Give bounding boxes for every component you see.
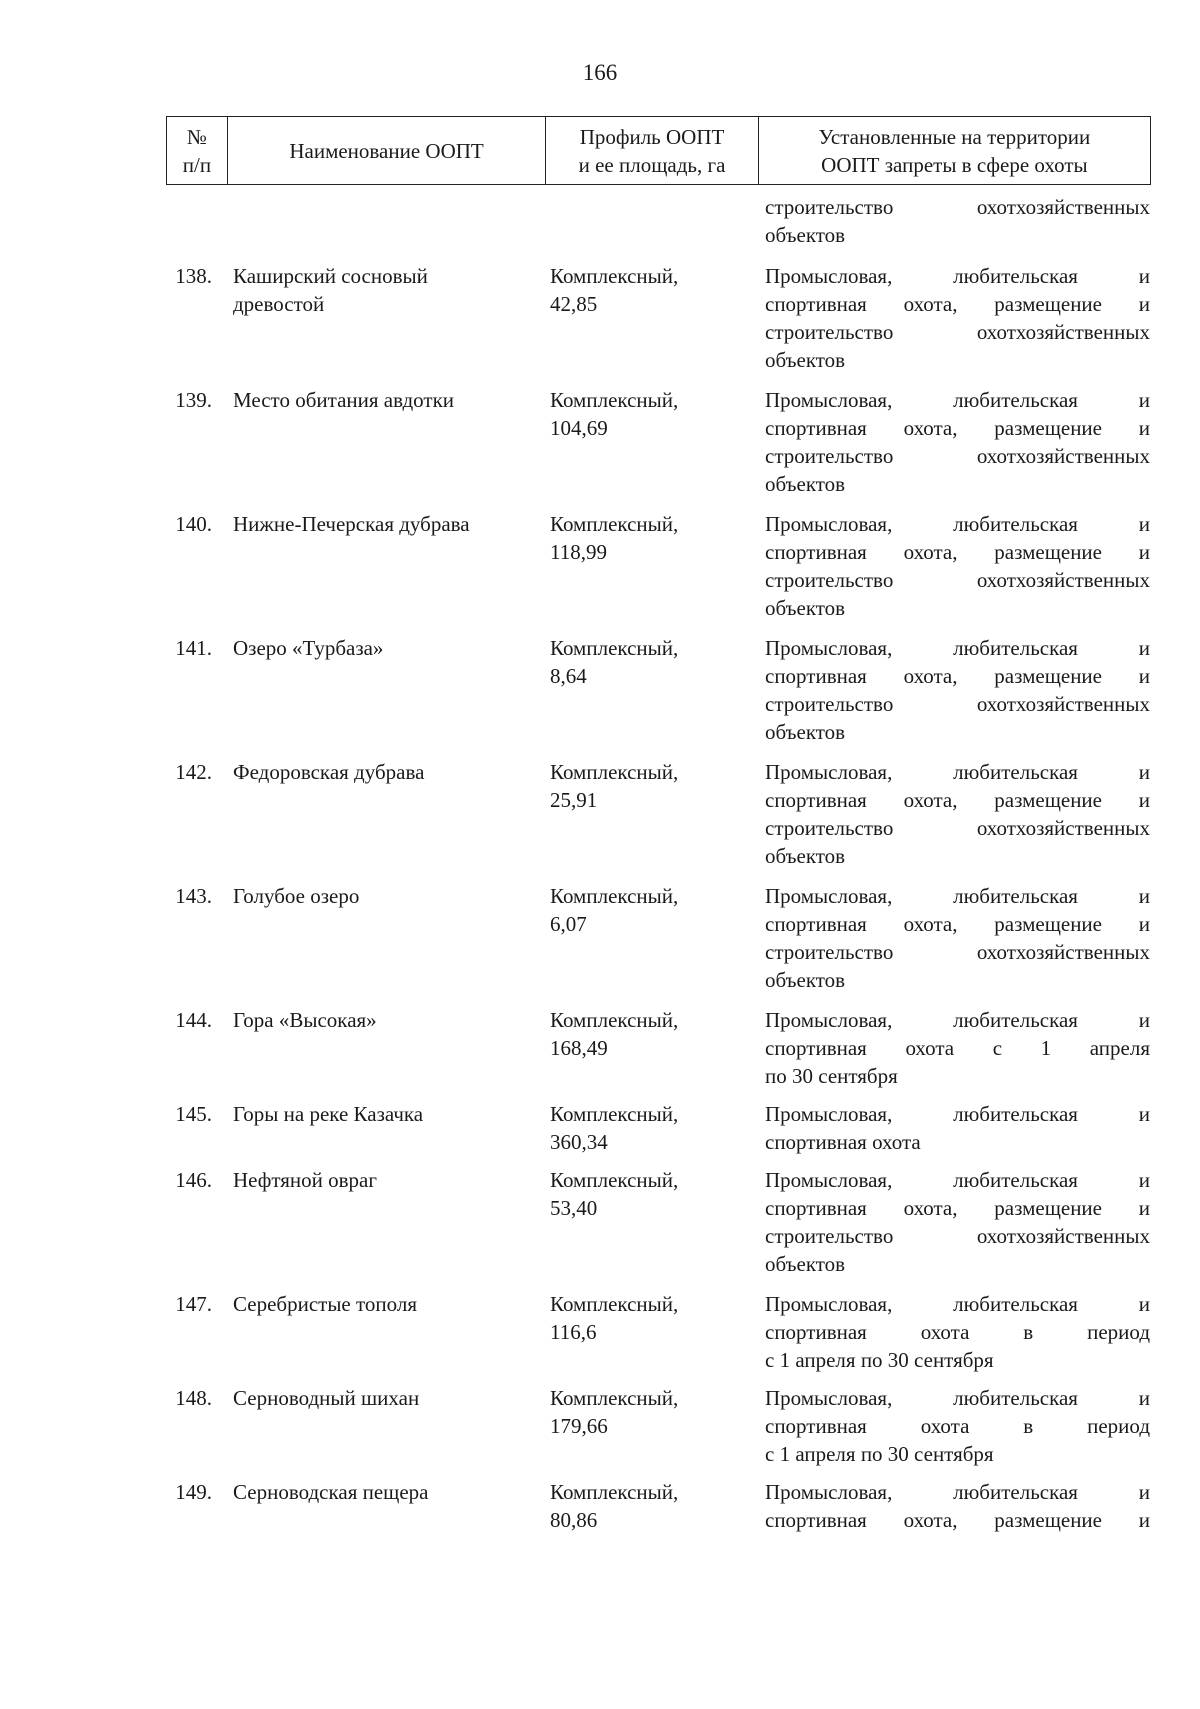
name-line: Федоровская дубрава: [233, 760, 425, 784]
row-number: 139.: [175, 388, 212, 412]
name-line: Голубое озеро: [233, 884, 360, 908]
bans-line: строительство охотхозяйственных: [765, 568, 1150, 592]
row-profile-cell: [550, 758, 750, 814]
bans-line: строительство охотхозяйственных: [765, 692, 1150, 716]
bans-line: Промысловая, любительская и: [765, 512, 1150, 536]
name-line: Серноводный шихан: [233, 1386, 420, 1410]
row-number: 144.: [175, 1008, 212, 1032]
row-name-cell: [233, 634, 533, 662]
row-profile-cell: [550, 386, 750, 442]
bans-line: с 1 апреля по 30 сентября: [765, 1348, 994, 1372]
profile-line: 118,99: [550, 540, 607, 564]
row-name-cell: [233, 758, 533, 786]
bans-line: спортивная охота, размещение и: [765, 292, 1150, 316]
bans-line: Промысловая, любительская и: [765, 1008, 1150, 1032]
name-line: Место обитания авдотки: [233, 388, 455, 412]
header-bans-column: [758, 117, 1150, 184]
row-profile-cell: [550, 1166, 750, 1222]
row-number: 140.: [175, 512, 212, 536]
bans-line: строительство охотхозяйственных: [765, 195, 1150, 219]
row-name-cell: [233, 510, 533, 538]
profile-line: 80,86: [550, 1508, 598, 1532]
row-name-cell: [233, 262, 533, 318]
bans-line: объектов: [765, 968, 846, 992]
row-profile-cell: [550, 1006, 750, 1062]
row-number: 143.: [175, 884, 212, 908]
row-number: 146.: [175, 1168, 212, 1192]
name-line: Горы на реке Казачка: [233, 1102, 424, 1126]
row-number: 142.: [175, 760, 212, 784]
bans-line: Промысловая, любительская и: [765, 1292, 1150, 1316]
bans-line: строительство охотхозяйственных: [765, 816, 1150, 840]
bans-line: Промысловая, любительская и: [765, 1386, 1150, 1410]
bans-line: спортивная охота с 1 апреля: [765, 1036, 1150, 1060]
bans-line: спортивная охота: [765, 1130, 921, 1154]
row-name-cell: [233, 1166, 533, 1194]
profile-line: Комплексный,: [550, 1008, 679, 1032]
name-line: Серноводская пещера: [233, 1480, 429, 1504]
profile-line: 179,66: [550, 1414, 608, 1438]
bans-line: объектов: [765, 348, 846, 372]
profile-line: 53,40: [550, 1196, 598, 1220]
row-bans-cell: [765, 758, 1150, 870]
row-name-cell: [233, 1384, 533, 1412]
profile-line: 168,49: [550, 1036, 608, 1060]
bans-line: спортивная охота, размещение и: [765, 788, 1150, 812]
bans-line: объектов: [765, 223, 846, 247]
name-line: Гора «Высокая»: [233, 1008, 377, 1032]
row-name-cell: [233, 1290, 533, 1318]
bans-line: Промысловая, любительская и: [765, 636, 1150, 660]
row-number: 147.: [175, 1292, 212, 1316]
name-line: древостой: [233, 292, 325, 316]
bans-line: спортивная охота, размещение и: [765, 416, 1150, 440]
row-bans-cell: [765, 882, 1150, 994]
bans-line: спортивная охота, размещение и: [765, 912, 1150, 936]
bans-line: строительство охотхозяйственных: [765, 320, 1150, 344]
bans-line: спортивная охота, размещение и: [765, 540, 1150, 564]
bans-line: объектов: [765, 596, 846, 620]
name-line: Серебристые тополя: [233, 1292, 418, 1316]
bans-line: Промысловая, любительская и: [765, 884, 1150, 908]
row-number: 148.: [175, 1386, 212, 1410]
bans-line: по 30 сентября: [765, 1064, 898, 1088]
profile-line: 360,34: [550, 1130, 608, 1154]
continuation-bans-cell: [765, 193, 1150, 249]
header-name-label: Наименование ООПТ: [289, 138, 484, 163]
row-profile-cell: [550, 634, 750, 690]
row-name-cell: [233, 1100, 533, 1128]
row-profile-cell: [550, 1384, 750, 1440]
header-number-line: №: [186, 124, 207, 149]
header-number-column: [167, 117, 227, 184]
profile-line: Комплексный,: [550, 1102, 679, 1126]
row-profile-cell: [550, 1100, 750, 1156]
row-name-cell: [233, 386, 533, 414]
name-line: Каширский сосновый: [233, 264, 428, 288]
row-number: 141.: [175, 636, 212, 660]
profile-line: Комплексный,: [550, 884, 679, 908]
row-profile-cell: [550, 262, 750, 318]
page-number: 166: [582, 60, 618, 85]
bans-line: Промысловая, любительская и: [765, 1102, 1150, 1126]
bans-line: строительство охотхозяйственных: [765, 444, 1150, 468]
row-number: 149.: [175, 1480, 212, 1504]
profile-line: 6,07: [550, 912, 587, 936]
profile-line: Комплексный,: [550, 1386, 679, 1410]
profile-line: 104,69: [550, 416, 608, 440]
bans-line: спортивная охота, размещение и: [765, 1196, 1150, 1220]
profile-line: Комплексный,: [550, 760, 679, 784]
header-name-column: [227, 117, 545, 184]
header-number-line: п/п: [182, 152, 212, 177]
row-bans-cell: [765, 1006, 1150, 1090]
bans-line: Промысловая, любительская и: [765, 1168, 1150, 1192]
row-name-cell: [233, 1006, 533, 1034]
profile-line: Комплексный,: [550, 1168, 679, 1192]
row-bans-cell: [765, 386, 1150, 498]
profile-line: 25,91: [550, 788, 598, 812]
bans-line: с 1 апреля по 30 сентября: [765, 1442, 994, 1466]
header-profile-line: и ее площадь, га: [578, 152, 726, 177]
row-bans-cell: [765, 1290, 1150, 1374]
header-profile-line: Профиль ООПТ: [579, 124, 725, 149]
bans-line: строительство охотхозяйственных: [765, 1224, 1150, 1248]
bans-line: строительство охотхозяйственных: [765, 940, 1150, 964]
row-bans-cell: [765, 1100, 1150, 1156]
header-bans-line: Установленные на территории: [818, 124, 1091, 149]
row-name-cell: [233, 1478, 533, 1506]
row-bans-cell: [765, 1166, 1150, 1278]
name-line: Нефтяной овраг: [233, 1168, 377, 1192]
header-bans-line: ООПТ запреты в сфере охоты: [821, 152, 1088, 177]
profile-line: Комплексный,: [550, 388, 679, 412]
row-profile-cell: [550, 510, 750, 566]
row-bans-cell: [765, 510, 1150, 622]
row-profile-cell: [550, 1290, 750, 1346]
bans-line: объектов: [765, 472, 846, 496]
bans-line: спортивная охота в период: [765, 1320, 1150, 1344]
row-bans-cell: [765, 1384, 1150, 1468]
profile-line: 116,6: [550, 1320, 597, 1344]
bans-line: объектов: [765, 1252, 846, 1276]
row-bans-cell: [765, 1478, 1150, 1534]
profile-line: Комплексный,: [550, 1480, 679, 1504]
row-number: 145.: [175, 1102, 212, 1126]
bans-line: Промысловая, любительская и: [765, 1480, 1150, 1504]
profile-line: 42,85: [550, 292, 598, 316]
row-number: 138.: [175, 264, 212, 288]
row-bans-cell: [765, 262, 1150, 374]
name-line: Нижне-Печерская дубрава: [233, 512, 470, 536]
bans-line: спортивная охота, размещение и: [765, 664, 1150, 688]
profile-line: Комплексный,: [550, 636, 679, 660]
profile-line: Комплексный,: [550, 264, 679, 288]
bans-line: спортивная охота, размещение и: [765, 1508, 1150, 1532]
bans-line: Промысловая, любительская и: [765, 264, 1150, 288]
row-bans-cell: [765, 634, 1150, 746]
row-name-cell: [233, 882, 533, 910]
profile-line: Комплексный,: [550, 1292, 679, 1316]
table-header: [166, 116, 1151, 185]
bans-line: спортивная охота в период: [765, 1414, 1150, 1438]
bans-line: Промысловая, любительская и: [765, 760, 1150, 784]
bans-line: объектов: [765, 844, 846, 868]
row-profile-cell: [550, 1478, 750, 1534]
profile-line: 8,64: [550, 664, 587, 688]
row-profile-cell: [550, 882, 750, 938]
bans-line: объектов: [765, 720, 846, 744]
name-line: Озеро «Турбаза»: [233, 636, 384, 660]
header-profile-column: [545, 117, 758, 184]
profile-line: Комплексный,: [550, 512, 679, 536]
bans-line: Промысловая, любительская и: [765, 388, 1150, 412]
